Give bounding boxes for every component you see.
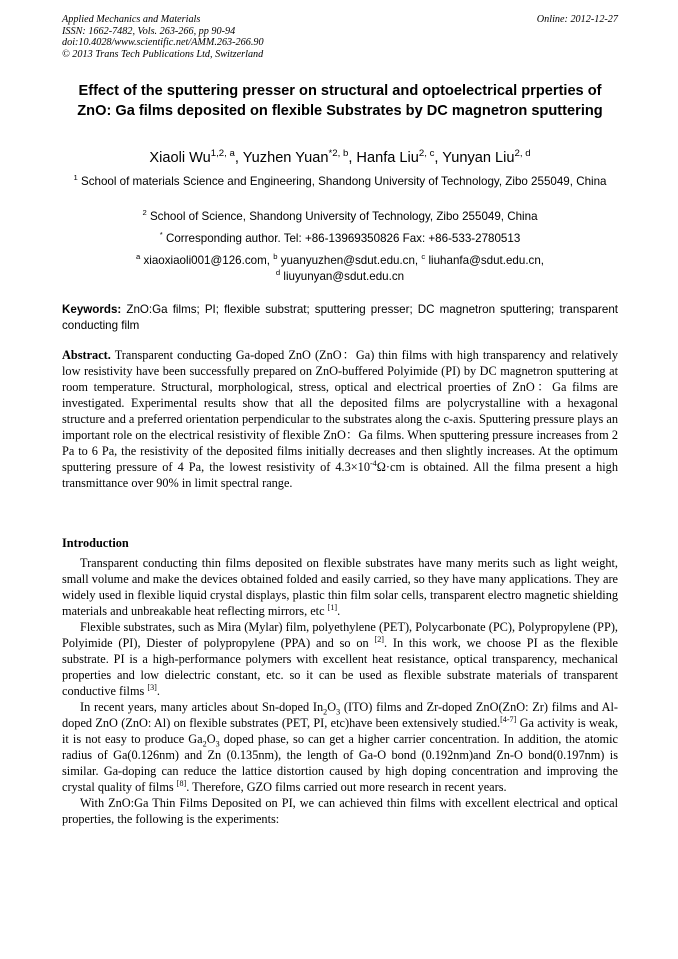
online-date: Online: 2012-12-27 xyxy=(536,14,618,25)
abstract: Abstract. Transparent conducting Ga-doped ZnO (ZnO：Ga) thin films with high transparency and relatively low resistivity have been successfully prepared on ZnO-buffered Polyimide (PI) by DC magnetron sputtering at room temperature. Structural, morphological, stress, optical and electrical proerties of ZnO：Ga films are investigated. Experimental results show that all the deposited films are polycrystalline with a hexagonal structure and a preferred orientation perpendicular to the substrates along the c-axis. Sputtering pressure plays an important role on the electrical resistivity of flexible ZnO：Ga films. When sputtering pressure increases from 2 Pa to 6 Pa, the resistivity of the deposited films initially decreases and then slightly increases. At the optimum sputtering pressure of 4 Pa, the lowest resistivity of $4.3\times 10^{-4}\Omega\cdot cm$ is obtained. All the filma present a high transmittance over 90% in limit spectral range. xyxy=(62,348,618,490)
copyright-line: © 2013 Trans Tech Publications Ltd, Switzerland xyxy=(62,48,264,60)
author-name: Hanfa Liu xyxy=(356,150,419,166)
paragraph: With ZnO:Ga Thin Films Deposited on PI, we can achieved thin films with excellent electrical and optical properties, the following is the experiments: xyxy=(62,796,618,826)
author-affil-mark: 2, d xyxy=(514,148,531,160)
email-link[interactable]: yuanyuzhen@sdut.edu.cn, xyxy=(280,254,419,267)
issn-line: ISSN: 1662-7482, Vols. 263-266, pp 90-94 xyxy=(62,25,236,37)
paragraph: In recent years, many articles about Sn-doped $In_2O_3$ (ITO) films and Zr-doped ZnO(ZnO: Zr) films and Al- doped ZnO (ZnO: Al) on flexible substrates (PET, PI, etc)have been extensively studied.[4-7] Ga activity is weak, it is not easy to produce $Ga_2O_3$ doped phase, so can get a higher carrier concentration. In addition, the atomic radius of Ga(0.126nm) and Zn (0.135nm), the length of Ga-O bond (0.192nm)and Zn-O bond(0.197nm) is similar. Ga-doping can reduce the lattice distortion caused by high doping concentration and improving the crystal quality of films [8]. Therefore, GZO films carried out more research in recent years. xyxy=(62,700,618,794)
affiliation-1: $^1$ School of materials Science and Engineering, Shandong University of Technology, Zibo 255049, China xyxy=(73,173,607,188)
keywords-label: Keywords: xyxy=(62,303,122,316)
journal-name: Applied Mechanics and Materials xyxy=(62,14,201,25)
author-name: Yunyan Liu xyxy=(442,150,515,166)
citation[interactable]: [2] xyxy=(374,634,384,644)
paragraph: Flexible substrates, such as Mira (Mylar) film, polyethylene (PET), Polycarbonate (PC), Polypropylene (PP), Polyimide (PI), Diester of polypropylene (PPA) and so on [2]. In this work, we choose PI as the flexible substrate. PI is a high-performance polymers with excellent heat resistance, optical transparency, mechanical properties and low dielectric constant, etc. so it can be used as flexible substrate materials of transparent conductive films [3]. xyxy=(62,620,618,698)
paper-title: Effect of the sputtering presser on structural and optoelectrical prperties of ZnO: Ga films deposited on flexible Substrates by DC magnetron sputtering xyxy=(77,83,603,119)
citation[interactable]: [8] xyxy=(176,778,187,788)
abstract-label: Abstract. xyxy=(62,348,111,362)
citation[interactable]: [3] xyxy=(147,682,157,692)
citation[interactable]: [1] xyxy=(327,602,338,612)
author-emails: $^a$ xiaoxiaoli001@126.com, $^b$ yuanyuzhen@sdut.edu.cn, $^c$ liuhanfa@sdut.edu.cn, $^d$ liuyunyan@sdut.edu.cn xyxy=(135,252,545,283)
doi-line: doi:10.4028/www.scientific.net/AMM.263-266.90 xyxy=(62,37,264,49)
author-name: Xiaoli Wu xyxy=(149,150,211,166)
keywords xyxy=(62,302,618,333)
author-affil-mark: *2, b xyxy=(328,148,349,160)
author-name: Yuzhen Yuan xyxy=(242,150,329,166)
corresponding-author: * Corresponding author. Tel: +86-13969350826 Fax: +86-533-2780513 xyxy=(159,230,521,245)
author-affil-mark: 1,2, a xyxy=(210,148,235,160)
introduction-body xyxy=(62,555,618,827)
affiliation-2: $^2$ School of Science, Shandong University of Technology, Zibo 255049, China xyxy=(142,208,538,223)
citation[interactable]: [4-7] xyxy=(500,714,517,724)
email-link[interactable]: xiaoxiaoli001@126.com, xyxy=(143,254,270,267)
keywords-text: ZnO:Ga films; PI; flexible substrat; sputtering presser; DC magnetron sputtering; transparent conducting film xyxy=(62,303,618,332)
email-link[interactable]: liuhanfa@sdut.edu.cn, xyxy=(428,254,545,267)
journal-header xyxy=(62,14,618,60)
author-affil-mark: 2, c xyxy=(418,148,435,160)
email-link[interactable]: liuyunyan@sdut.edu.cn xyxy=(283,270,405,283)
author-list: Xiaoli Wu$^{1,2, a}$, Yuzhen Yuan$^{*2, b}$, Hanfa Liu$^{2, c}$, Yunyan Liu$^{2, d}$ xyxy=(149,148,531,166)
paragraph: Transparent conducting thin films deposited on flexible substrates have many merits such as light weight, small volume and make the devices obtained folded and easily carried, so they have many applications. They are widely used in flexible liquid crystal displays, plastic thin film solar cells, transparent electro magnetic shielding materials and unbreakable heat reflecting mirrors, etc [1]. xyxy=(62,556,618,618)
introduction-heading: Introduction xyxy=(62,536,129,550)
